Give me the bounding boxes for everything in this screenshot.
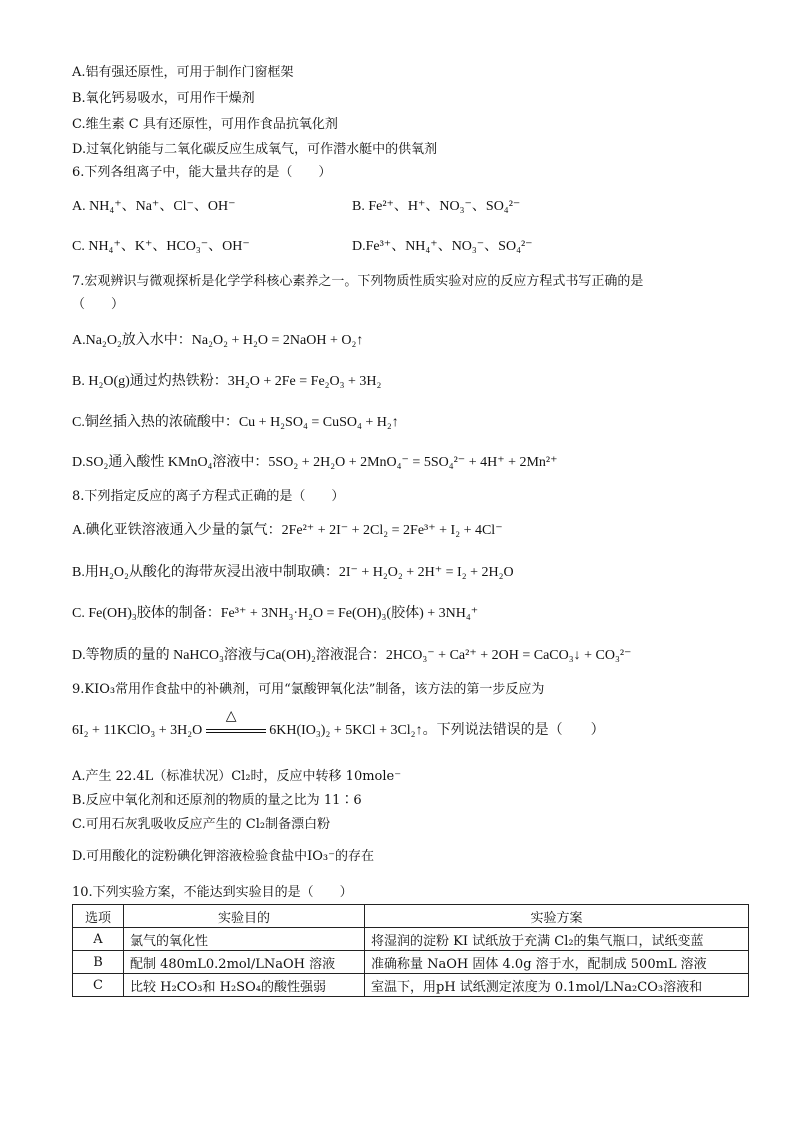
question-9-tail: 。下列说法错误的是（ ）	[422, 723, 605, 739]
option-9a: A.产生 22.4L（标准状况）Cl₂时，反应中转移 10mole⁻	[72, 769, 402, 784]
option-9b: B.反应中氧化剂和还原剂的物质的量之比为 11∶6	[72, 793, 362, 808]
table-cell: C	[73, 974, 124, 997]
question-6-stem: 6.下列各组离子中，能大量共存的是（ ）	[72, 165, 332, 180]
option-6a: A. NH₄⁺、Na⁺、Cl⁻、OH⁻	[72, 199, 236, 214]
table-cell: 将湿润的淀粉 KI 试纸放于充满 Cl₂的集气瓶口，试纸变蓝	[365, 928, 749, 951]
equation-products: 6KH(IO₃)₂ + 5KCl + 3Cl₂↑	[269, 723, 423, 739]
question-7-stem: 7.宏观辨识与微观探析是化学学科核心素养之一。下列物质性质实验对应的反应方程式书写正确的是	[72, 274, 644, 289]
question-7-bracket: （ ）	[72, 297, 125, 312]
table-cell: 室温下，用pH 试纸测定浓度为 0.1mol/LNa₂CO₃溶液和	[365, 974, 749, 997]
option-8a: A.碘化亚铁溶液通入少量的氯气：2Fe²⁺ + 2I⁻ + 2Cl₂ = 2Fe³⁺ + I₂ + 4Cl⁻	[72, 523, 503, 538]
table-cell: 配制 480mL0.2mol/LNaOH 溶液	[124, 951, 365, 974]
question-10-stem: 10.下列实验方案，不能达到实验目的是（ ）	[72, 885, 353, 900]
heating-condition-arrow	[206, 709, 266, 740]
option-8d: D.等物质的量的 NaHCO₃溶液与Ca(OH)₂溶液混合：2HCO₃⁻ + Ca²⁺ + 2OH = CaCO₃↓ + CO₃²⁻	[72, 648, 632, 663]
table-row	[73, 974, 749, 997]
heat-symbol: △	[225, 709, 237, 724]
table-header: 实验目的	[124, 905, 365, 928]
option-9d: D.可用酸化的淀粉碘化钾溶液检验食盐中IO₃⁻的存在	[72, 849, 374, 864]
table-cell: 准确称量 NaOH 固体 4.0g 溶于水，配制成 500mL 溶液	[365, 951, 749, 974]
table-cell: 氯气的氧化性	[124, 928, 365, 951]
option-8b: B.用H₂O₂从酸化的海带灰浸出液中制取碘：2I⁻ + H₂O₂ + 2H⁺ = I₂ + 2H₂O	[72, 565, 514, 580]
table-header: 实验方案	[365, 905, 749, 928]
table-header-row	[73, 905, 749, 928]
option-7c: C.铜丝插入热的浓硫酸中：Cu + H₂SO₄ = CuSO₄ + H₂↑	[72, 415, 399, 430]
option-7b: B. H₂O(g)通过灼热铁粉：3H₂O + 2Fe = Fe₂O₃ + 3H₂	[72, 374, 382, 389]
table-cell: A	[73, 928, 124, 951]
option-8c: C. Fe(OH)₃胶体的制备：Fe³⁺ + 3NH₃·H₂O = Fe(OH)₃(胶体) + 3NH₄⁺	[72, 606, 479, 621]
question-9-equation	[72, 709, 605, 740]
table-row	[73, 951, 749, 974]
option-6b: B. Fe²⁺、H⁺、NO₃⁻、SO₄²⁻	[352, 199, 521, 214]
table-cell: B	[73, 951, 124, 974]
option-6c: C. NH₄⁺、K⁺、HCO₃⁻、OH⁻	[72, 239, 250, 254]
option-9c: C.可用石灰乳吸收反应产生的 Cl₂制备漂白粉	[72, 817, 331, 832]
option-5c: C.维生素 C 具有还原性，可用作食品抗氧化剂	[72, 117, 338, 132]
experiment-table	[72, 904, 749, 997]
option-7d: D.SO₂通入酸性 KMnO₄溶液中：5SO₂ + 2H₂O + 2MnO₄⁻ = 5SO₄²⁻ + 4H⁺ + 2Mn²⁺	[72, 455, 558, 470]
option-6d: D.Fe³⁺、NH₄⁺、NO₃⁻、SO₄²⁻	[352, 239, 533, 254]
question-8-stem: 8.下列指定反应的离子方程式正确的是（ ）	[72, 489, 345, 504]
option-5d: D.过氧化钠能与二氧化碳反应生成氧气，可作潜水艇中的供氧剂	[72, 142, 438, 157]
question-9-stem: 9.KIO₃常用作食盐中的补碘剂，可用“氯酸钾氧化法”制备，该方法的第一步反应为	[72, 682, 545, 697]
table-row	[73, 928, 749, 951]
table-header: 选项	[73, 905, 124, 928]
equation-reactants: 6I₂ + 11KClO₃ + 3H₂O	[72, 723, 203, 739]
option-5b: B.氧化钙易吸水，可用作干燥剂	[72, 91, 255, 106]
option-5a: A.铝有强还原性，可用于制作门窗框架	[72, 65, 294, 80]
option-7a: A.Na₂O₂放入水中：Na₂O₂ + H₂O = 2NaOH + O₂↑	[72, 333, 364, 348]
table-cell: 比较 H₂CO₃和 H₂SO₄的酸性强弱	[124, 974, 365, 997]
